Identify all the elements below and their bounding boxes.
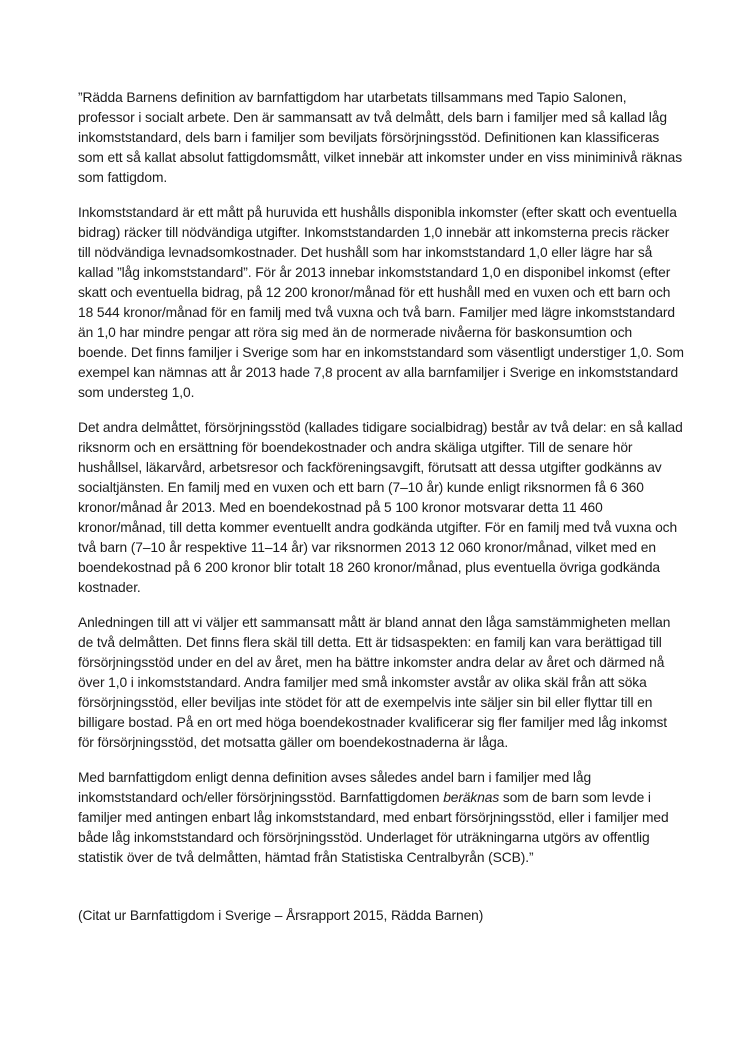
paragraph-text-after-italic: som de barn som levde i familjer med antingen enbart låg inkomststandard, med enbart försörjningsstöd, eller i familjer med både låg inkomststandard och försörjningsstöd. Underlaget för uträkningarna utgörs av offentlig statistik över de två delmåtten, hämtad från Statistiska Centralbyrån (SCB).” [78, 790, 669, 865]
citation-line: (Citat ur Barnfattigdom i Sverige – Årsrapport 2015, Rädda Barnen) [78, 908, 484, 923]
quoted-text-block [78, 88, 684, 941]
quote-paragraph-forsorjningsstod: Det andra delmåttet, försörjningsstöd (kallades tidigare socialbidrag) består av två delar: en så kallad riksnorm och en ersättning för boendekostnader och andra skäliga utgifter. Till de senare hör hushållsel, läkarvård, arbetsresor och fackföreningsavgift, förutsatt att dessa utgifter godkänns av socialtjänsten. En familj med en vuxen och ett barn (7–10 år) kunde enligt riksnormen få 6 360 kronor/månad år 2013. Med en boendekostnad på 5 100 kronor motsvarar detta 11 460 kronor/månad, till detta kommer eventuellt andra godkända utgifter. För en familj med två vuxna och två barn (7–10 år respektive 11–14 år) var riksnormen 2013 12 060 kronor/månad, vilket med en boendekostnad på 6 200 kronor blir totalt 18 260 kronor/månad, plus eventuella övriga godkända kostnader. [78, 420, 683, 595]
quote-paragraph-anledningen: Anledningen till att vi väljer ett sammansatt mått är bland annat den låga samstämmigheten mellan de två delmåtten. Det finns flera skäl till detta. Ett är tidsaspekten: en familj kan vara berättigad till försörjningsstöd under en del av året, men ha bättre inkomster andra delar av året och därmed nå över 1,0 i inkomststandard. Andra familjer med små inkomster avstår av olika skäl från att söka försörjningsstöd, eller beviljas inte stödet för att de exempelvis inte säljer sin bil eller flyttar till en billigare bostad. På en ort med höga boendekostnader kvalificerar sig fler familjer med låg inkomst för försörjningsstöd, det motsatta gäller om boendekostnaderna är låga. [78, 615, 671, 750]
quote-paragraph-definition: ”Rädda Barnens definition av barnfattigdom har utarbetats tillsammans med Tapio Salonen, professor i socialt arbete. Den är sammansatt av två delmått, dels barn i familjer med så kallad låg inkomststandard, dels barn i familjer som beviljats försörjningsstöd. Definitionen kan klassificeras som ett så kallat absolut fattigdomsmått, vilket innebär att inkomster under en viss miniminivå räknas som fattigdom. [78, 90, 683, 185]
quote-paragraph-inkomststandard: Inkomststandard är ett mått på huruvida ett hushålls disponibla inkomster (efter skatt och eventuella bidrag) räcker till nödvändiga utgifter. Inkomststandarden 1,0 innebär att inkomsterna precis räcker till nödvändiga levnadsomkostnader. Det hushåll som har inkomststandard 1,0 eller lägre har så kallad ”låg inkomststandard”. För år 2013 innebar inkomststandard 1,0 en disponibel inkomst (efter skatt och eventuella bidrag, på 12 200 kronor/månad för ett hushåll med en vuxen och ett barn och 18 544 kronor/månad för en familj med två vuxna och två barn. Familjer med lägre inkomststandard än 1,0 har mindre pengar att röra sig med än de normerade nivåerna för baskonsumtion och boende. Det finns familjer i Sverige som har en inkomststandard som väsentligt understiger 1,0. Som exempel kan nämnas att år 2013 hade 7,8 procent av alla barnfamiljer i Sverige en inkomststandard som understeg 1,0. [78, 205, 684, 400]
quote-paragraph-barnfattigdom-berakning [78, 768, 684, 868]
italic-word-beraknas: beräknas [443, 790, 500, 805]
paragraph-text-before-italic: Med barnfattigdom enligt denna definition avses således andel barn i familjer med låg inkomststandard och/eller försörjningsstöd. Barnfattigdomen [78, 770, 592, 805]
